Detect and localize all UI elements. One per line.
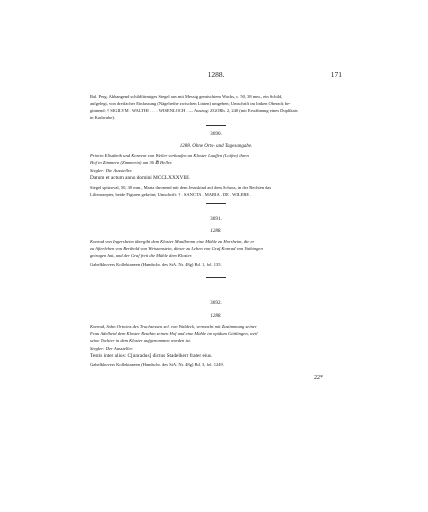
- header-year: 1288.: [207, 70, 225, 79]
- entry-summary-line: Hof in Zimmern (Zimmerin) um 36 ℔ Heller.: [90, 160, 173, 165]
- entry-summary-line: getragen hat, und der Graf freit die Mühle dem Kloster.: [90, 253, 193, 258]
- entry-summary-line: Konrad von Ingersheim übergibt dem Kloster Maulbronn eine Mühle zu Horrheim, die er: [90, 239, 255, 244]
- entry-date: 1288.: [210, 229, 222, 234]
- entry-date: 1288. Ohne Orts- und Tagesangabe.: [179, 144, 253, 149]
- divider: [206, 203, 226, 204]
- page-number: 171: [330, 70, 342, 79]
- entry-summary-line: zu Afterlehen von Berthold von Weissenstein, dieser zu Lehen von Graf Konrad von Vaihingen: [90, 246, 263, 251]
- entry-date: 1288.: [210, 314, 222, 319]
- prev-entry-line: Bal. Perg. Abhangend schildfürmiges Siegel aus mit Messig gemischtem Wachs, c. 50, 38 mm., ein Schild,: [90, 94, 283, 99]
- entry-note-line: Lilienszepter, beide Figuren gekrönt; Umschrift: † . SANCTA . MARIA . DE . WILERE .: [90, 192, 252, 197]
- prev-entry-line: in Karlsruhe).: [90, 115, 115, 120]
- entry-latin: Datum et actum anno domini MCCLXXXVIII.: [90, 175, 191, 181]
- prev-entry-line: ginnend: † SIGILVM . WALTHI . . . . WISENLOCH . — Auszug: ZGORh. 2, 240 (mit Erwähnung eines Duplikats: [90, 108, 298, 113]
- entry-note-line: Siegel spitzoval, 50, 30 mm., Maria thronend mit dem Jesuskind auf dem Schoss, in der Rechten das: [90, 185, 272, 190]
- entry-note-line: Gabelkhovers Kollektaneen (Handschr. des StA. Nr. 48g) Bd. 1, fol. 135.: [90, 262, 222, 267]
- entry-number: 3691.: [210, 216, 222, 222]
- printer-signature: 22*: [314, 375, 323, 381]
- entry-number: 3690.: [210, 131, 222, 137]
- entry-summary-line: Priorin Elisabeth und Konvent von Weiler verkaufen an Kloster Lauffen (Loifen) ihren: [90, 153, 249, 158]
- divider: [206, 125, 226, 126]
- entry-summary-line: Frau Adelheid dem Kloster Reuthin seinen Hof und eine Mühle im opidum Göttlingen, weil: [90, 331, 258, 336]
- entry-sealer: Siegler: Die Aussteller.: [90, 168, 133, 173]
- entry-number: 3692.: [210, 300, 222, 306]
- entry-sealer: Siegler: Der Aussteller.: [90, 346, 133, 351]
- entry-summary-line: Konrad, Sohn Ortwins des Truchsessen sel. von Waldeck, vermacht mit Zustimmung seiner: [90, 324, 257, 329]
- running-head: [90, 70, 342, 82]
- prev-entry-line: aufgelegt, von dreifacher Einfassung (Nägelreihe zwischen Linien) umgeben; Umschrift im linken Oberack be-: [90, 101, 291, 106]
- entry-summary-line: seine Tochter in dem Kloster aufgenommen worden ist.: [90, 338, 191, 343]
- entry-note-line: Gabelkhovers Kollektaneen (Handschr. des StA. Nr. 48g) Bd. 3, fol. 1249.: [90, 362, 224, 367]
- entry-latin: Testis inter alios: C[unradus] dictus Stadelherr frater eius.: [90, 353, 213, 359]
- divider: [206, 277, 226, 278]
